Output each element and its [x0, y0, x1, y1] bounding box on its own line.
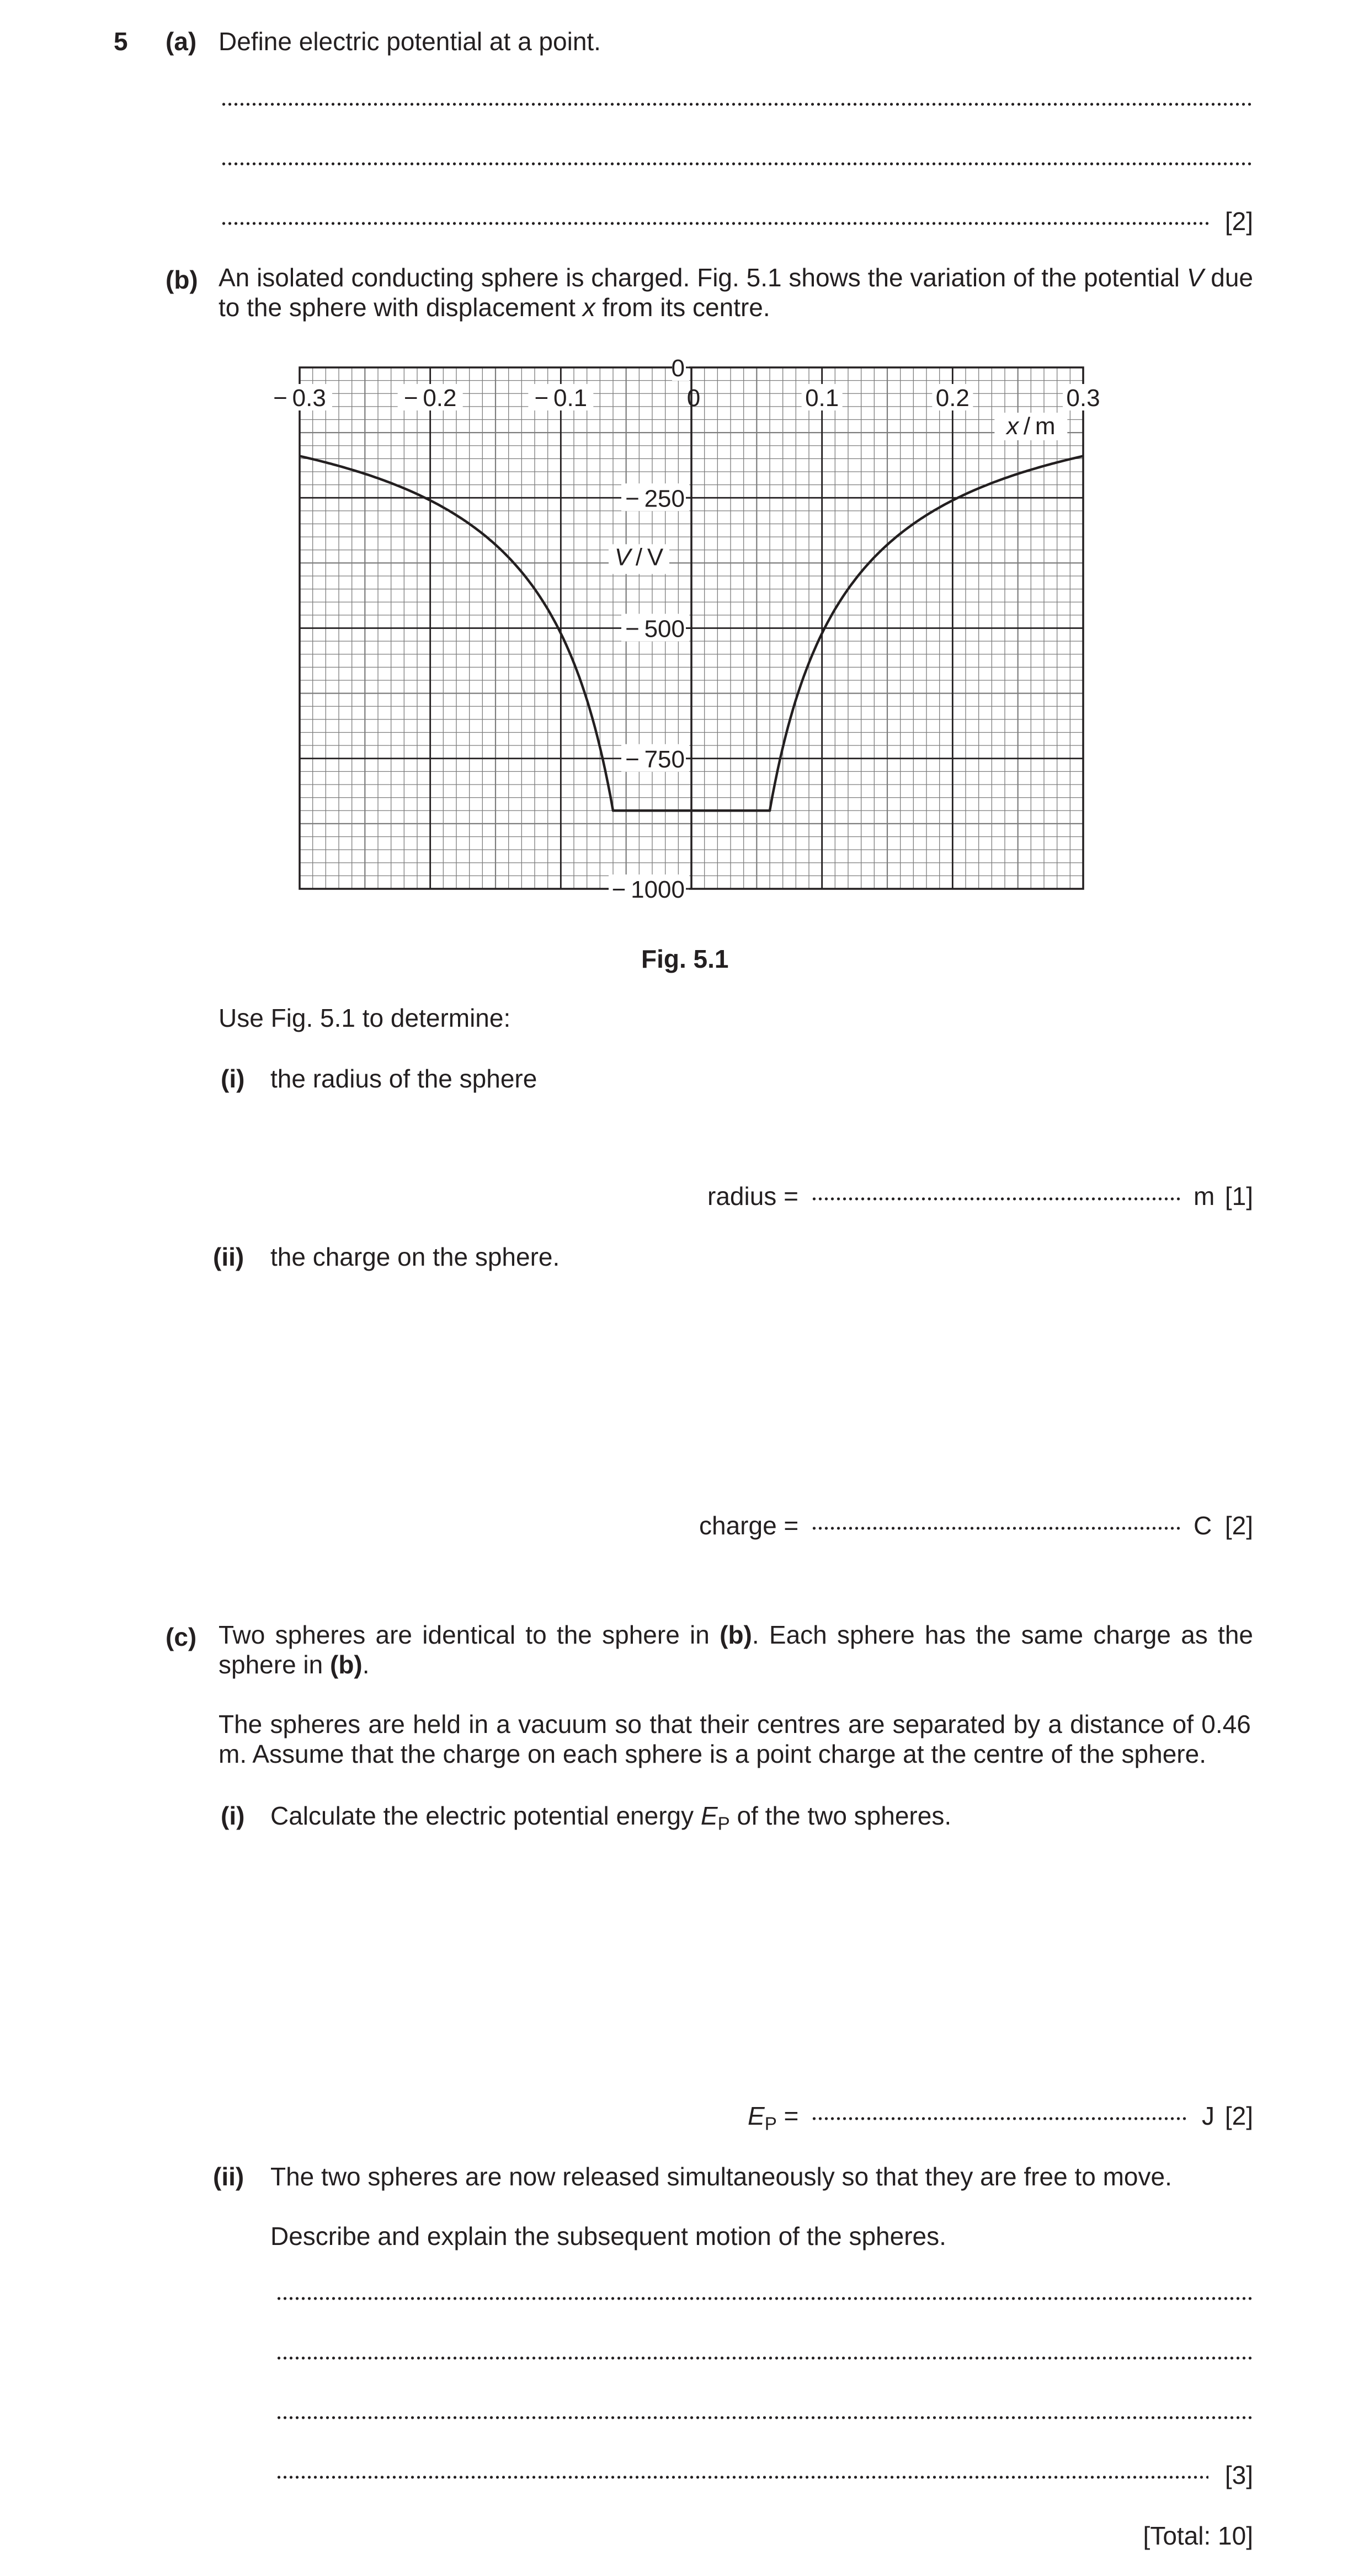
part-b-instruction: Use Fig. 5.1 to determine: — [219, 1004, 511, 1032]
part-c-text: Two spheres are identical to the sphere in (b). Each sphere has the same charge as the sphere in (b). — [219, 1620, 1254, 1679]
x-tick-label: − 0.1 — [534, 385, 588, 412]
figure-caption: Fig. 5.1 — [641, 945, 729, 973]
part-b-ii-label: (ii) — [213, 1242, 244, 1271]
part-c-ii-label: (ii) — [213, 2162, 244, 2191]
radius-answer-label: radius = — [707, 1182, 798, 1210]
part-b-i-label: (i) — [221, 1064, 245, 1093]
question-total: [Total: 10] — [1143, 2521, 1253, 2550]
answer-line-c-ii-4[interactable] — [276, 2476, 1208, 2479]
part-c-label: (c) — [166, 1623, 197, 1651]
svg-text:V / V: V / V — [614, 543, 664, 571]
radius-unit: m — [1194, 1182, 1215, 1210]
y-tick-label: − 1000 — [611, 876, 685, 903]
part-c-ii-marks: [3] — [1224, 2461, 1253, 2489]
svg-text:x / m: x / m — [1006, 413, 1056, 440]
x-tick-label: 0.1 — [805, 385, 839, 412]
ep-answer-field[interactable] — [811, 2117, 1186, 2120]
part-c-i-text: Calculate the electric potential energy $E_P$ of the two spheres. — [270, 1801, 952, 1834]
ep-unit: J — [1202, 2102, 1214, 2130]
part-c-i-marks: [2] — [1224, 2102, 1253, 2130]
part-c-ii-text: The two spheres are now released simultaneously so that they are free to move. — [270, 2162, 1172, 2191]
part-b-i-marks: [1] — [1224, 1182, 1253, 1210]
y-tick-label: − 500 — [625, 615, 685, 643]
part-b-i-text: the radius of the sphere — [270, 1064, 537, 1093]
part-a-text: Define electric potential at a point. — [219, 27, 601, 56]
part-a-label: (a) — [166, 27, 197, 56]
answer-line-c-ii-2[interactable] — [276, 2356, 1253, 2360]
part-c-i-label: (i) — [221, 1801, 245, 1830]
answer-line-a-2[interactable] — [221, 162, 1253, 166]
charge-answer-label: charge = — [699, 1511, 799, 1540]
answer-line-c-ii-1[interactable] — [276, 2297, 1253, 2300]
radius-answer-field[interactable] — [811, 1197, 1181, 1201]
part-b-ii-text: the charge on the sphere. — [270, 1242, 560, 1271]
part-b-label: (b) — [166, 265, 198, 294]
part-a-marks: [2] — [1224, 207, 1253, 236]
ep-answer-label: $E_P$ = — [748, 2102, 799, 2135]
part-c-para-2: The spheres are held in a vacuum so that their centres are separated by a distance of 0.46 m. Assume that the charge on each sphere is a point charge at the centre of the sphere. — [219, 1710, 1256, 1768]
x-tick-label: 0 — [686, 385, 701, 412]
x-tick-label: − 0.2 — [403, 385, 457, 412]
part-c-ii-text-2: Describe and explain the subsequent motion of the spheres. — [270, 2222, 946, 2250]
answer-line-c-ii-3[interactable] — [276, 2416, 1253, 2419]
x-tick-label: 0.2 — [935, 385, 970, 412]
charge-unit: C — [1194, 1511, 1212, 1540]
x-tick-label: − 0.3 — [273, 385, 326, 412]
charge-answer-field[interactable] — [811, 1527, 1181, 1530]
y-tick-label: − 250 — [625, 485, 685, 513]
answer-line-a-3[interactable] — [221, 222, 1208, 225]
part-b-ii-marks: [2] — [1224, 1511, 1253, 1540]
potential-displacement-graph — [265, 353, 1115, 910]
question-number: 5 — [114, 27, 128, 56]
y-axis-label — [609, 543, 669, 574]
x-tick-label: 0.3 — [1066, 385, 1100, 412]
answer-line-a-1[interactable] — [221, 103, 1253, 106]
y-tick-label: − 750 — [625, 745, 685, 773]
x-axis-label — [994, 413, 1067, 440]
part-b-text: An isolated conducting sphere is charged. Fig. 5.1 shows the variation of the potential V due to the sphere with displacement x from its centre. — [219, 263, 1253, 322]
y-tick-label: 0 — [671, 355, 685, 382]
